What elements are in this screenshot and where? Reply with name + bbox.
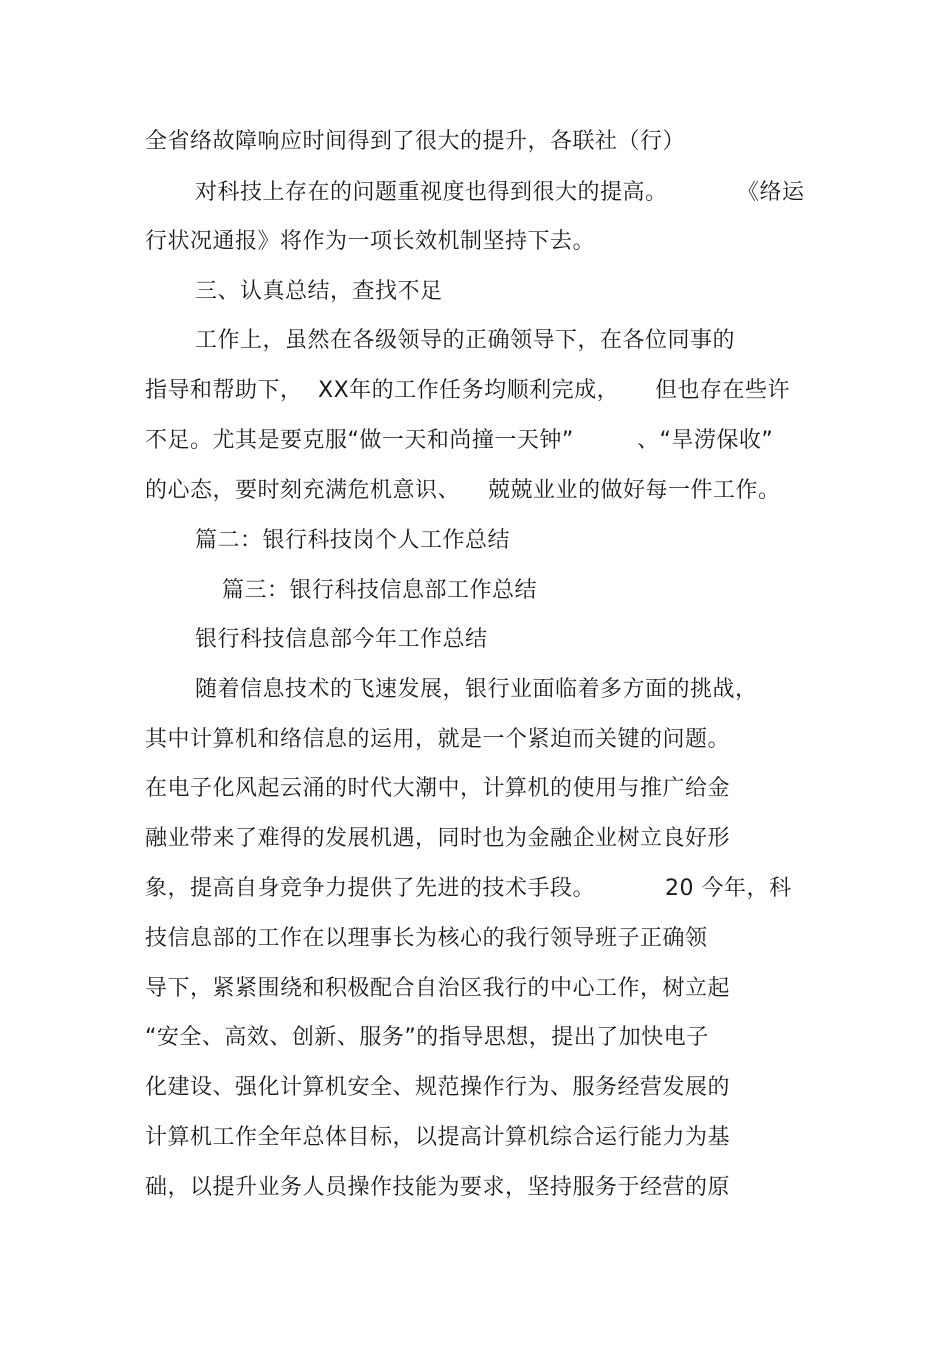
text-line: 技信息部的工作在以理事长为核心的我行领导班子正确领 [145,926,708,951]
text-line: XX年的工作任务均顺利完成， [318,378,620,403]
text-line: 础，以提升业务人员操作技能为要求，坚持服务于经营的原 [145,1175,731,1200]
text-line: 兢兢业业的做好每一件工作。 [488,478,781,503]
text-line: 计算机工作全年总体目标，以提高计算机综合运行能力为基 [145,1125,731,1150]
text-line: 行状况通报》将作为一项长效机制坚持下去。 [145,229,596,254]
section-heading: 篇二：银行科技岗个人工作总结 [195,528,511,553]
text-line: 导下，紧紧围绕和积极配合自治区我行的中心工作，树立起 [145,976,731,1001]
text-line: 但也存在些许 [655,378,791,403]
section-heading: 篇三：银行科技信息部工作总结 [222,578,538,603]
text-line: 工作上，虽然在各级领导的正确领导下，在各位同事的 [195,328,736,353]
text-line: 20 今年，科 [665,876,792,901]
text-line: 象，提高自身竞争力提供了先进的技术手段。 [145,876,596,901]
text-line: 化建设、强化计算机安全、规范操作行为、服务经营发展的 [145,1075,731,1100]
text-line: 其中计算机和络信息的运用，就是一个紧迫而关键的问题。 [145,727,731,752]
text-line: 指导和帮助下， [145,378,303,403]
text-line: 不足。尤其是要克服“做一天和尚撞一天钟” [145,428,574,453]
text-line: 、“旱涝保收” [637,428,774,453]
text-line: 全省络故障响应时间得到了很大的提升，各联社（行） [145,129,686,154]
text-line: 的心态，要时刻充满危机意识、 [145,478,461,503]
text-line: 对科技上存在的问题重视度也得到很大的提高。 [195,180,668,205]
text-line: 在电子化风起云涌的时代大潮中，计算机的使用与推广给金 [145,776,731,801]
text-line: 随着信息技术的飞速发展，银行业面临着多方面的挑战， [195,677,758,702]
section-heading: 银行科技信息部今年工作总结 [195,627,488,652]
text-line: 《络运 [737,180,805,205]
text-line: “安全、高效、创新、服务”的指导思想，提出了加快电子 [145,1025,709,1050]
section-heading: 三、认真总结，查找不足 [195,279,443,304]
text-line: 融业带来了难得的发展机遇，同时也为金融企业树立良好形 [145,826,731,851]
